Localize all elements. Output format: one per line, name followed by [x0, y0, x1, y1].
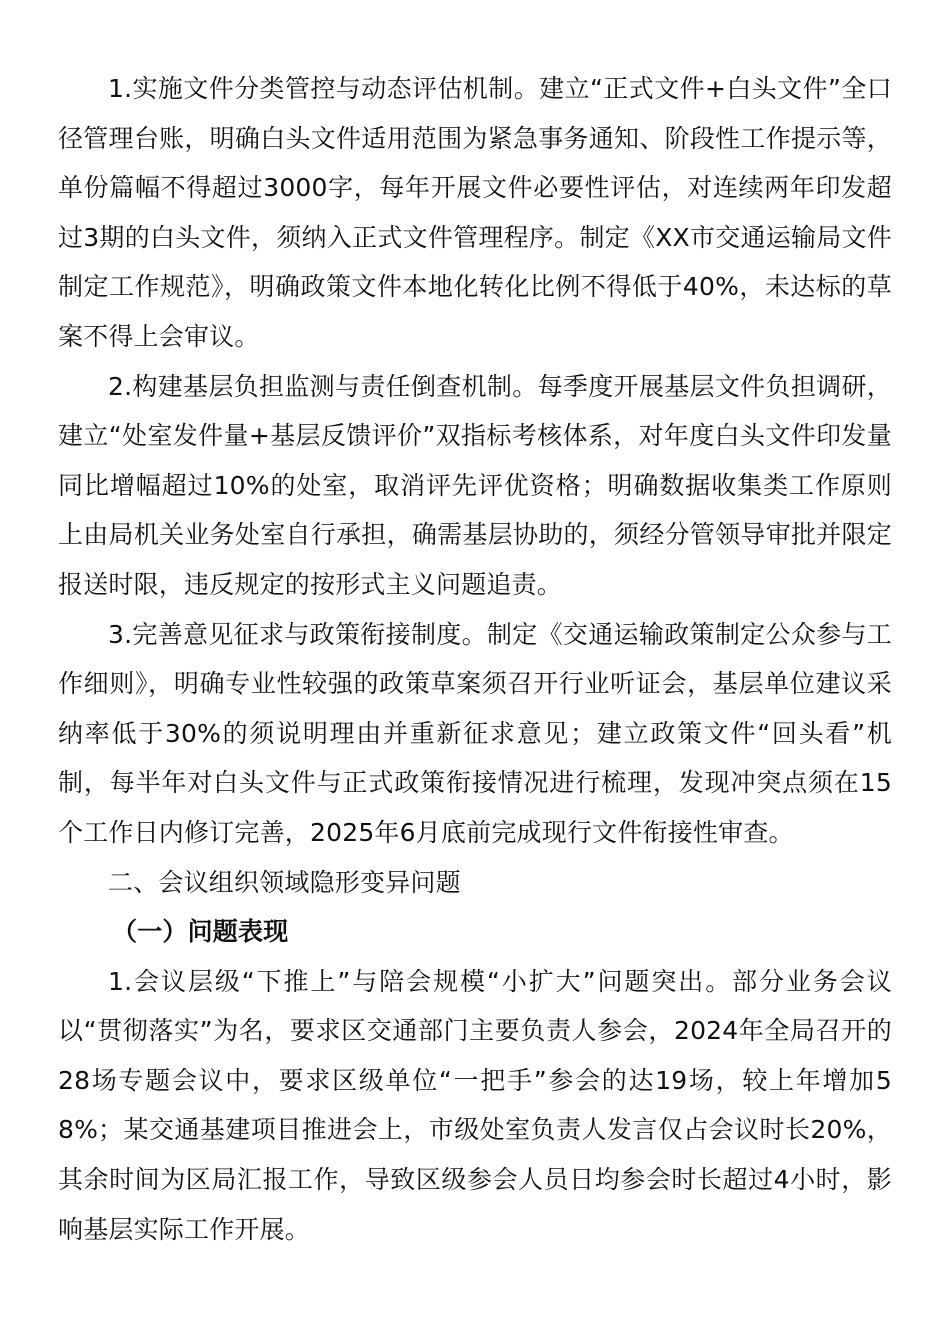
paragraph-burden-monitoring: 2.构建基层负担监测与责任倒查机制。每季度开展基层文件负担调研，建立“处室发件量+基层反馈评价”双指标考核体系，对年度白头文件印发量同比增幅超过10%的处室，取消评先评优资格；明确数据收集类工作原则上由局机关业务处室自行承担，确需基层协助的，须经分管领导审批并限定报送时限，违反规定的按形式主义问题追责。: [58, 371, 892, 599]
paragraph-opinion-solicitation: 3.完善意见征求与政策衔接制度。制定《交通运输政策制定公众参与工作细则》，明确专业性较强的政策草案须召开行业听证会，基层单位建议采纳率低于30%的须说明理由并重新征求意见；建立政策文件“回头看”机制，每半年对白头文件与正式政策衔接情况进行梳理，发现冲突点须在15个工作日内修订完善，2025年6月底前完成现行文件衔接性审查。: [58, 619, 892, 847]
paragraph-meeting-level: 1.会议层级“下推上”与陪会规模“小扩大”问题突出。部分业务会议以“贯彻落实”为名，要求区交通部门主要负责人参会，2024年全局召开的28场专题会议中，要求区级单位“一把手”参会的达19场，较上年增加58%；某交通基建项目推进会上，市级处室负责人发言仅占会议时长20%，其余时间为区局汇报工作，导致区级参会人员日均参会时长超过4小时，影响基层实际工作开展。: [58, 966, 892, 1244]
section-heading: 二、会议组织领域隐形变异问题: [108, 867, 461, 897]
document-body: [58, 64, 892, 1254]
sub-heading: （一）问题表现: [112, 917, 289, 947]
paragraph-file-classification: 1.实施文件分类管控与动态评估机制。建立“正式文件+白头文件”全口径管理台账，明确白头文件适用范围为紧急事务通知、阶段性工作提示等，单份篇幅不得超过3000字，每年开展文件必要性评估，对连续两年印发超过3期的白头文件，须纳入正式文件管理程序。制定《XX市交通运输局文件制定工作规范》，明确政策文件本地化转化比例不得低于40%，未达标的草案不得上会审议。: [58, 74, 892, 351]
